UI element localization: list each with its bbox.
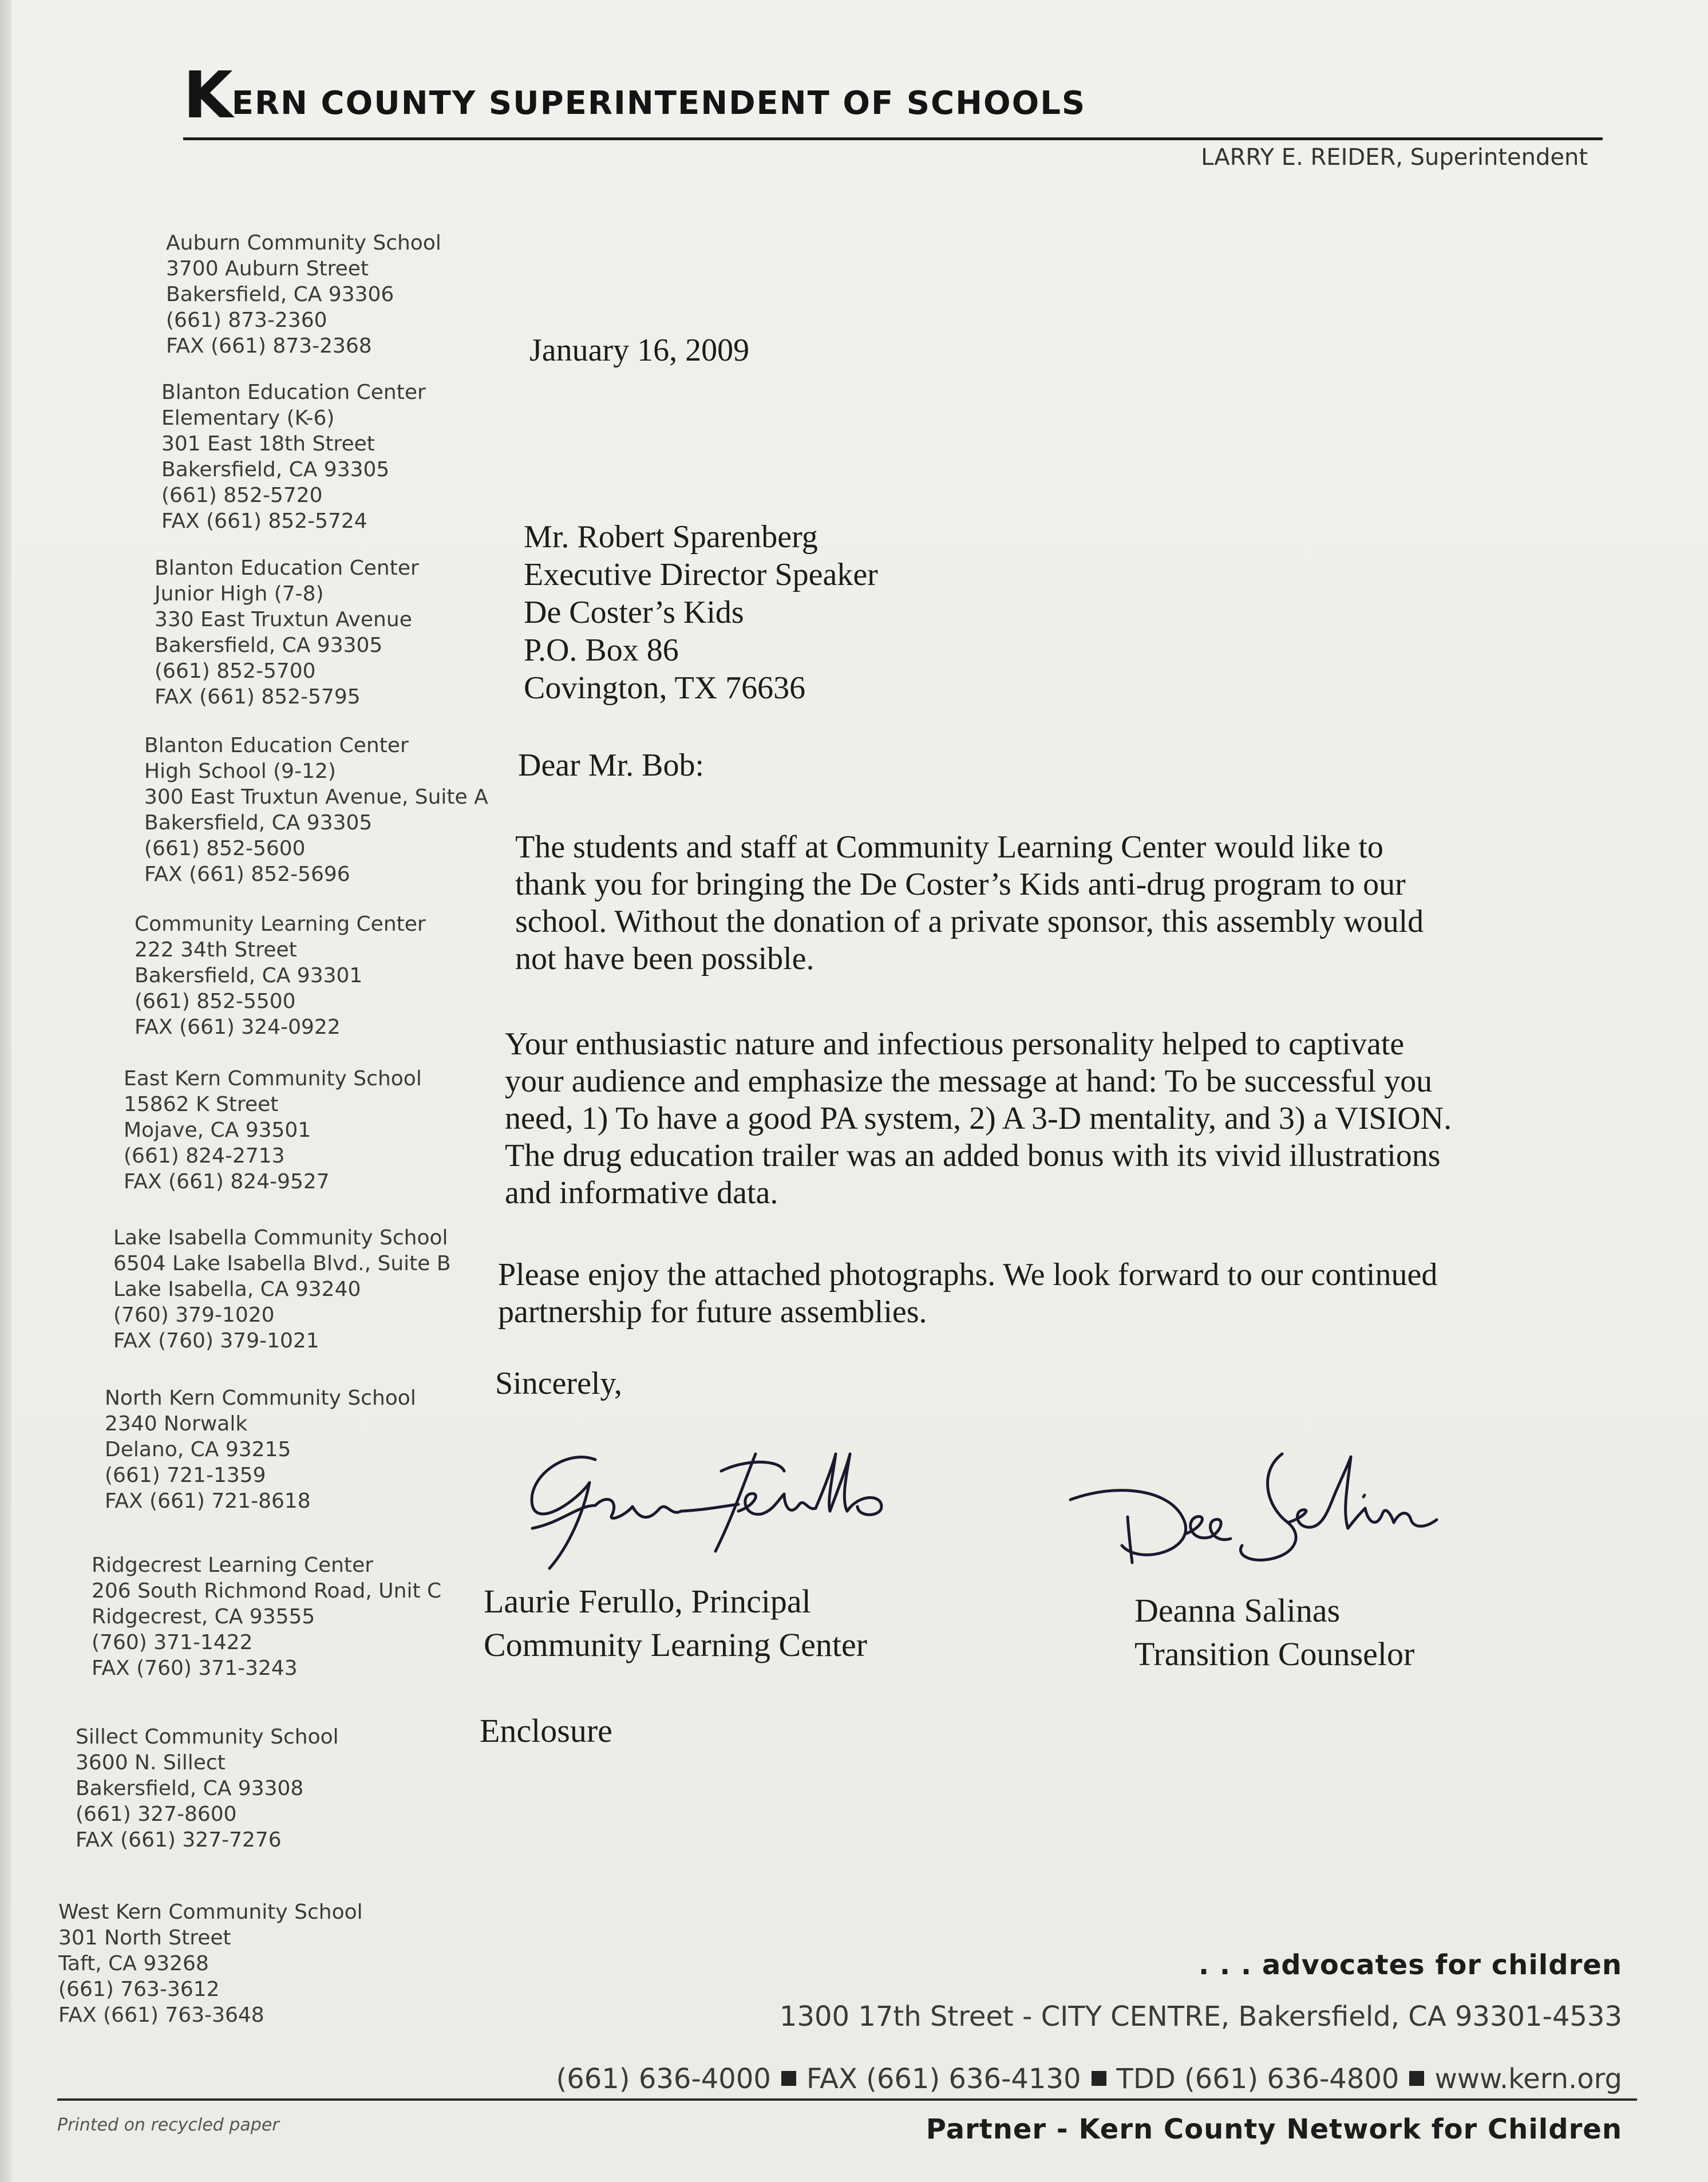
footer-tagline: . . . advocates for children bbox=[1198, 1949, 1622, 1981]
school-line: 301 East 18th Street bbox=[161, 432, 375, 456]
school-line: Sillect Community School bbox=[76, 1725, 339, 1749]
school-line: FAX (661) 873-2368 bbox=[166, 334, 372, 358]
school-line: FAX (661) 824-9527 bbox=[124, 1170, 330, 1193]
recycled-paper-note: Printed on recycled paper bbox=[57, 2115, 279, 2135]
paragraph-thanks bbox=[515, 829, 1424, 978]
school-line: 2340 Norwalk bbox=[105, 1412, 248, 1436]
school-line: 330 East Truxtun Avenue bbox=[155, 608, 412, 631]
school-line: East Kern Community School bbox=[124, 1067, 422, 1090]
school-entry-north-kern bbox=[105, 1385, 416, 1514]
enclosure-note: Enclosure bbox=[480, 1712, 612, 1749]
school-line: Ridgecrest, CA 93555 bbox=[92, 1605, 315, 1628]
school-line: FAX (661) 327-7276 bbox=[76, 1828, 282, 1852]
school-entry-community-learning-center bbox=[135, 911, 426, 1040]
school-line: (760) 371-1422 bbox=[92, 1631, 253, 1654]
footer-website: www.kern.org bbox=[1434, 2063, 1622, 2095]
paragraph-line: not have been possible. bbox=[515, 941, 815, 977]
school-line: Lake Isabella Community School bbox=[113, 1226, 448, 1250]
square-bullet-icon bbox=[1092, 2071, 1106, 2086]
paragraph-line: school. Without the donation of a private sponsor, this assembly would bbox=[515, 904, 1424, 939]
school-line: Junior High (7-8) bbox=[155, 582, 324, 606]
school-line: (661) 721-1359 bbox=[105, 1464, 266, 1487]
school-line: FAX (760) 379-1021 bbox=[113, 1329, 319, 1353]
school-line: Ridgecrest Learning Center bbox=[92, 1554, 374, 1577]
school-entry-auburn bbox=[166, 230, 441, 359]
superintendent-name: LARRY E. REIDER, Superintendent bbox=[1201, 144, 1588, 171]
school-line: West Kern Community School bbox=[58, 1900, 363, 1924]
school-line: FAX (661) 324-0922 bbox=[135, 1015, 341, 1039]
school-line: High School (9-12) bbox=[144, 760, 336, 783]
paragraph-line: The students and staff at Community Learning Center would like to bbox=[515, 829, 1383, 865]
school-line: Taft, CA 93268 bbox=[58, 1952, 209, 1975]
school-line: North Kern Community School bbox=[105, 1386, 416, 1410]
school-line: (661) 852-5600 bbox=[144, 837, 306, 860]
school-line: 206 South Richmond Road, Unit C bbox=[92, 1579, 442, 1603]
recipient-line: De Coster’s Kids bbox=[524, 595, 744, 630]
paragraph-enthusiasm bbox=[505, 1026, 1452, 1212]
paragraph-photographs bbox=[498, 1256, 1437, 1331]
school-line: FAX (661) 852-5696 bbox=[144, 863, 350, 886]
footer-fax: FAX (661) 636-4130 bbox=[806, 2063, 1081, 2095]
school-line: (661) 763-3612 bbox=[58, 1978, 220, 2001]
signer-laurie-ferullo bbox=[484, 1580, 867, 1667]
paragraph-line: thank you for bringing the De Coster’s Kids anti-drug program to our bbox=[515, 867, 1406, 902]
school-line: FAX (661) 721-8618 bbox=[105, 1489, 311, 1513]
paragraph-line: your audience and emphasize the message at hand: To be successful you bbox=[505, 1064, 1433, 1099]
footer-tdd: TDD (661) 636-4800 bbox=[1116, 2063, 1399, 2095]
school-line: 3600 N. Sillect bbox=[76, 1751, 226, 1774]
paragraph-line: Please enjoy the attached photographs. We look forward to our continued bbox=[498, 1257, 1438, 1292]
paragraph-line: partnership for future assemblies. bbox=[498, 1294, 927, 1330]
school-line: Bakersfield, CA 93305 bbox=[144, 811, 373, 835]
recipient-line: Executive Director Speaker bbox=[524, 557, 878, 592]
paragraph-line: The drug education trailer was an added bonus with its vivid illustrations bbox=[505, 1138, 1441, 1173]
salutation: Dear Mr. Bob: bbox=[518, 748, 705, 783]
footer-phone: (661) 636-4000 bbox=[556, 2063, 771, 2095]
school-line: Auburn Community School bbox=[166, 231, 441, 255]
school-line: 3700 Auburn Street bbox=[166, 257, 369, 280]
page-edge-shadow bbox=[0, 0, 11, 2182]
school-line: 222 34th Street bbox=[135, 938, 297, 962]
footer-rule bbox=[57, 2098, 1637, 2101]
recipient-line: Mr. Robert Sparenberg bbox=[524, 519, 818, 555]
square-bullet-icon bbox=[781, 2071, 796, 2086]
school-line: FAX (661) 763-3648 bbox=[58, 2003, 264, 2027]
school-line: Community Learning Center bbox=[135, 912, 426, 936]
paragraph-line: and informative data. bbox=[505, 1175, 778, 1211]
school-line: Lake Isabella, CA 93240 bbox=[113, 1278, 361, 1301]
footer-partner: Partner - Kern County Network for Children bbox=[926, 2113, 1622, 2145]
recipient-line: P.O. Box 86 bbox=[524, 633, 679, 668]
school-line: Blanton Education Center bbox=[161, 381, 426, 404]
school-line: Delano, CA 93215 bbox=[105, 1438, 291, 1461]
school-entry-blanton-elementary bbox=[161, 380, 426, 534]
school-line: Bakersfield, CA 93308 bbox=[76, 1777, 304, 1800]
school-line: Elementary (K-6) bbox=[161, 406, 335, 430]
school-line: (661) 873-2360 bbox=[166, 309, 327, 332]
school-line: (661) 327-8600 bbox=[76, 1802, 237, 1826]
signer-name: Laurie Ferullo, Principal bbox=[484, 1583, 811, 1620]
square-bullet-icon bbox=[1409, 2071, 1424, 2086]
footer-address: 1300 17th Street - CITY CENTRE, Bakersfield, CA 93301-4533 bbox=[779, 2001, 1622, 2033]
school-entry-lake-isabella bbox=[113, 1225, 451, 1354]
school-line: 300 East Truxtun Avenue, Suite A bbox=[144, 785, 488, 809]
signature-laurie-ferullo bbox=[515, 1437, 950, 1580]
school-line: Blanton Education Center bbox=[144, 734, 409, 757]
letter-page bbox=[11, 0, 1708, 2182]
school-line: 15862 K Street bbox=[124, 1093, 279, 1116]
recipient-address bbox=[524, 518, 878, 707]
paragraph-line: need, 1) To have a good PA system, 2) A 3-D mentality, and 3) a VISION. bbox=[505, 1101, 1452, 1136]
closing: Sincerely, bbox=[495, 1366, 622, 1401]
organization-initial: K bbox=[183, 58, 232, 133]
school-entry-east-kern bbox=[124, 1066, 422, 1195]
school-entry-blanton-high-school bbox=[144, 733, 488, 887]
school-line: FAX (661) 852-5724 bbox=[161, 509, 367, 533]
school-line: Bakersfield, CA 93305 bbox=[161, 458, 390, 481]
signature-deanna-salinas bbox=[1065, 1442, 1500, 1586]
footer-contacts bbox=[556, 2063, 1623, 2095]
school-directory bbox=[11, 0, 527, 2118]
school-line: Bakersfield, CA 93306 bbox=[166, 283, 394, 306]
school-line: (661) 824-2713 bbox=[124, 1144, 285, 1168]
recipient-line: Covington, TX 76636 bbox=[524, 670, 806, 706]
school-line: (661) 852-5720 bbox=[161, 484, 323, 507]
school-line: 301 North Street bbox=[58, 1926, 231, 1950]
paragraph-line: Your enthusiastic nature and infectious personality helped to captivate bbox=[505, 1026, 1405, 1062]
school-line: Bakersfield, CA 93305 bbox=[155, 634, 383, 657]
school-entry-blanton-junior-high bbox=[155, 555, 419, 710]
signer-title: Community Learning Center bbox=[484, 1626, 868, 1663]
school-line: (661) 852-5700 bbox=[155, 659, 316, 683]
school-line: Bakersfield, CA 93301 bbox=[135, 964, 363, 987]
signer-title: Transition Counselor bbox=[1134, 1635, 1415, 1673]
school-line: FAX (661) 852-5795 bbox=[155, 685, 361, 709]
school-entry-sillect bbox=[76, 1724, 339, 1853]
school-line: FAX (760) 371-3243 bbox=[92, 1657, 298, 1680]
school-line: (661) 852-5500 bbox=[135, 990, 296, 1013]
organization-name-rest: ERN COUNTY SUPERINTENDENT OF SCHOOLS bbox=[231, 85, 1086, 122]
school-entry-west-kern bbox=[58, 1899, 363, 2028]
signer-name: Deanna Salinas bbox=[1134, 1592, 1341, 1629]
signer-deanna-salinas bbox=[1134, 1589, 1414, 1676]
school-line: 6504 Lake Isabella Blvd., Suite B bbox=[113, 1252, 451, 1275]
school-line: Blanton Education Center bbox=[155, 556, 419, 580]
school-line: Mojave, CA 93501 bbox=[124, 1118, 311, 1142]
letter-date: January 16, 2009 bbox=[529, 333, 750, 368]
school-line: (760) 379-1020 bbox=[113, 1303, 275, 1327]
school-entry-ridgecrest bbox=[92, 1552, 441, 1681]
